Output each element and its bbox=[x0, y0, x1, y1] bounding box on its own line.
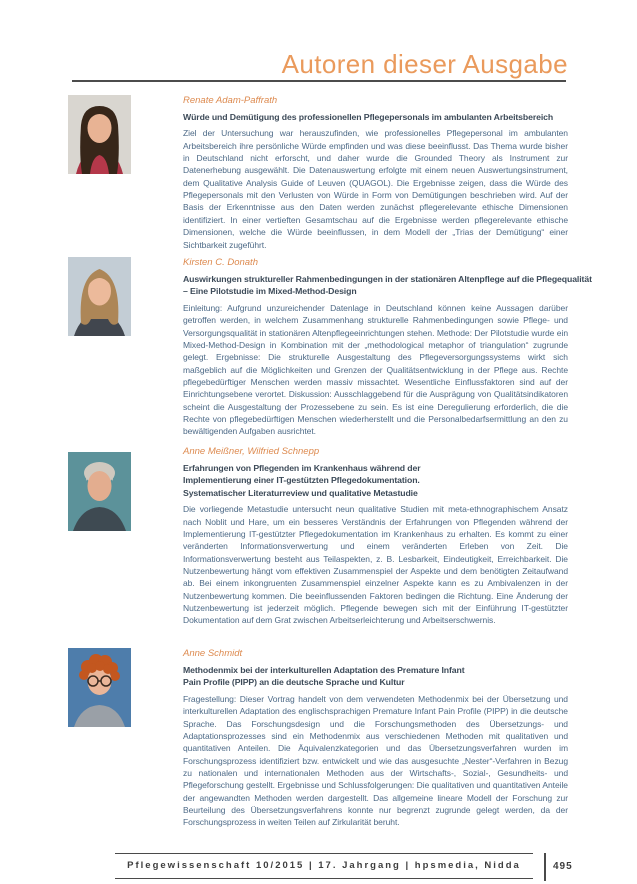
author-photo-woman-dark-hair-icon bbox=[68, 95, 131, 174]
author-photo-woman-brown-hair-icon bbox=[68, 257, 131, 336]
article-abstract: Die vorliegende Metastudie untersucht neun qualitative Studien mit meta-ethnographischem Ansatz nach Noblit und Hare, um ein besseres Verständnis der Erfahrungen von Pflegenden während der Implementierung IT-gestützter Pflegedokumentation im Krankenhaus zu erhalten. Es kommt zu einer veränderten Informationsverwertung und einem veränderten Erleben von Zeit. Die Informationsverwertung besteht aus Teilaspekten, z. B. Lesbarkeit, Eindeutigkeit, Erreichbarkeit. Die Nutzenbewertung hängt vom effektiven Zusammenspiel der Aspekte und dem benötigten Zeitaufwand ab. Bei einem inkongruenten Zusammenspiel einzelner Aspekte kann es zu Ambivalenzen in der Nutzenbewertung kommen. Die beeinflussenden Faktoren bedingen die Richtung. Eine Änderung der Nutzenbewertung ist jederzeit möglich. Pflegende bewegen sich mit der Einführung IT-gestützter Dokumentation auf dem Grat zwischen Arbeitserleichterung und Arbeitserschwernis. bbox=[183, 504, 568, 626]
article-title: Methodenmix bei der interkulturellen Adaptation des Premature Infant Pain Profile (PIPP) an die deutsche Sprache und Kultur bbox=[183, 665, 465, 688]
article-abstract: Ziel der Untersuchung war herauszufinden, wie professionelles Pflegepersonal im ambulanten Arbeitsbereich ihre persönliche Würde empfinden und was diese beeinflusst. Das Thema wurde bisher in Deutschland nicht erforscht, und daher wurde die Grounded Theory als Instrument zur Datenerhebung ausgewählt. Die Datenauswertung erfolgte mit einem neuen Auswertungsinstrument, dem Qualitative Analysis Guide of Leuven (QUAGOL). Die Ergebnisse zeigen, dass die Würde des Pflegepersonals mit den Verlusten von Würde in Form von Demütigungen beschrieben wird. Auf der Basis der Erkenntnisse aus den Daten werden zunächst pflegerelevante ethische Dimensionen identifiziert. In einer vertieften Gesamtschau auf die Ergebnisse werden pflegerelevante ethische Dimensionen, welche die Würde beeinflussen, in dem Modell der „Trias der Demütigung“ einer Sichtbarkeit zugeführt. bbox=[183, 128, 568, 250]
article-abstract: Fragestellung: Dieser Vortrag handelt von dem verwendeten Methodenmix bei der Übersetzung und interkulturellen Adaptation des englischsprachigen Premature Infant Pain Profile (PIPP) in die deutsche Sprache. Das Forschungsdesign und die Forschungsmethoden des Übersetzungs- und Adaptationsprozesses sind ein Methodenmix aus verschiedenen Methoden mit qualitativen und quantitativen Anteilen. Die Äquivalenzkategorien und das Übersetzungsverfahren wurden im Forschungsprozess identifiziert bzw. entwickelt und wie das ausgesuchte „Nester“-Verfahren in Bezug zu nationalen und internationalen Methoden aus der Wirtschafts-, Sozial-, Gesundheits- und Pflegeforschung gestellt. Ergebnisse und Schlussfolgerungen: Die qualitativen und quantitativen Anteile der angewandten Methoden werden dargestellt. Das allgemeine lineare Modell der Forschung zur Beurteilung des Übersetzungsverfahrens konnte nur begrenzt zugrunde gelegt werden, da der Forschungsprozess in weiten Teilen auf Zirkularität beruht. bbox=[183, 693, 568, 828]
author-name: Renate Adam-Paffrath bbox=[183, 95, 278, 106]
article-title: Würde und Demütigung des professionellen Pflegepersonals im ambulanten Arbeitsbereich bbox=[183, 112, 554, 122]
footer-journal-line: Pflegewissenschaft 10/2015 | 17. Jahrgang | hpsmedia, Nidda bbox=[115, 853, 533, 879]
author-photo-woman-red-hair-glasses-icon bbox=[68, 648, 131, 727]
page-title: Autoren dieser Ausgabe bbox=[281, 49, 568, 79]
author-name: Anne Schmidt bbox=[183, 648, 243, 659]
header-divider bbox=[72, 80, 566, 82]
author-name: Kirsten C. Donath bbox=[183, 257, 258, 268]
author-name: Anne Meißner, Wilfried Schnepp bbox=[183, 446, 320, 457]
article-title: Erfahrungen von Pflegenden im Krankenhaus während der Implementierung einer IT-gestützten Pflegedokumentation. Systematischer Literaturreview und qualitative Metastudie bbox=[183, 463, 421, 498]
page-number: 495 bbox=[553, 861, 573, 872]
author-photo-woman-gray-hair-icon bbox=[68, 452, 131, 531]
article-title: Auswirkungen struktureller Rahmenbedingungen in der stationären Altenpflege auf die Pflegequalität – Eine Pilotstudie im Mixed-Method-Design bbox=[183, 274, 592, 297]
footer-divider bbox=[544, 853, 546, 881]
article-abstract: Einleitung: Aufgrund unzureichender Datenlage in Deutschland können keine Aussagen darüber getroffen werden, in welchem Zusammenhang strukturelle Rahmenbedingungen sowie Pflege- und Versorgungsqualität in stationären Altenpflegeeinrichtungen stehen. Methode: Der Pilotstudie wurde ein Mixed-Method-Design in Kombination mit der „methodological metaphor of triangulation“ zugrunde gelegt. Ergebnisse: Die strukturelle Ausgestaltung des Pflegeversorgungssystems wirkt sich maßgeblich auf die Möglichkeiten und Grenzen der Qualitätsentwicklung in der Pflege aus. Rechte pflegebedürftiger Menschen werden massiv missachtet. Wesentliche Einflussfaktoren sind auf der Einrichtungsebene verortet. Diskussion: Ausschlaggebend für die Ausprägung von Qualitätsindikatoren scheint die Ausgestaltung der Prozessebene zu sein. Es ist eine Deregulierung erforderlich, die die Rechte von pflegebedürftigen Menschen wiederherstellt und die Personalbedarfsermittlung an den zu bewältigenden Aufgaben ausrichtet. bbox=[183, 302, 568, 437]
